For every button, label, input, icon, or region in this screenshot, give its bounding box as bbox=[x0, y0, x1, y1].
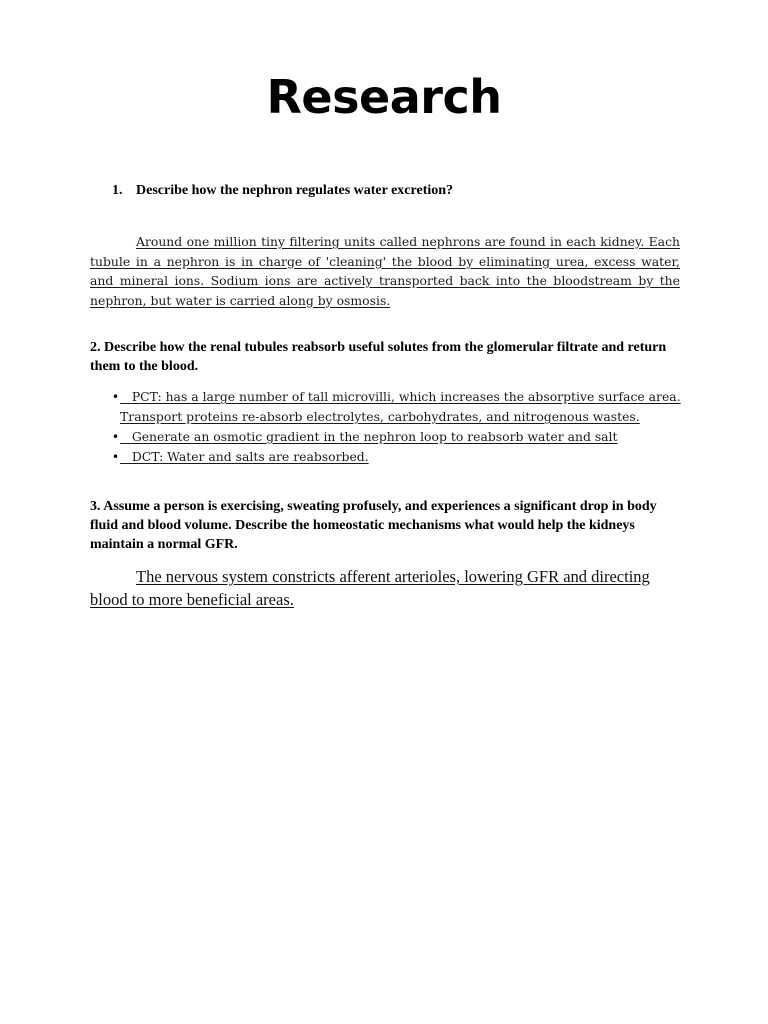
answer-3: The nervous system constricts afferent arterioles, lowering GFR and directing blood to more beneficial areas. bbox=[90, 567, 650, 609]
question-3: 3. Assume a person is exercising, sweating profusely, and experiences a significant drop in body fluid and blood volume. Describe the homeostatic mechanisms what would help the kidneys maintain a normal GFR. bbox=[90, 499, 657, 552]
question-2: 2. Describe how the renal tubules reabsorb useful solutes from the glomerular filtrate and return them to the blood. bbox=[90, 340, 667, 374]
question-1-number: 1. bbox=[112, 183, 123, 198]
bullet-icon: • bbox=[112, 390, 120, 404]
answer-2-list bbox=[90, 387, 690, 467]
bullet-icon: • bbox=[112, 430, 120, 444]
page-title: Research bbox=[266, 70, 502, 124]
answer-2-bullet-3: DCT: Water and salts are reabsorbed. bbox=[131, 449, 369, 464]
question-1-text: Describe how the nephron regulates water excretion? bbox=[136, 183, 454, 198]
list-item bbox=[90, 447, 690, 467]
answer-1: Around one million tiny filtering units called nephrons are found in each kidney. Each tubule in a nephron is in charge of 'cleaning' the blood by eliminating urea, excess water, and mineral ions. Sodium ions are actively transported back into the bloodstream by the nephron, but water is carried along by osmosis. bbox=[90, 234, 680, 308]
list-item bbox=[90, 427, 690, 447]
answer-2-bullet-1: PCT: has a large number of tall microvilli, which increases the absorptive surface area. Transport proteins re-absorb electrolytes, carbohydrates, and nitrogenous wastes. bbox=[120, 389, 681, 424]
answer-2-bullet-2: Generate an osmotic gradient in the nephron loop to reabsorb water and salt bbox=[131, 429, 618, 444]
bullet-icon: • bbox=[112, 450, 120, 464]
question-1 bbox=[112, 183, 453, 199]
list-item bbox=[90, 387, 690, 427]
